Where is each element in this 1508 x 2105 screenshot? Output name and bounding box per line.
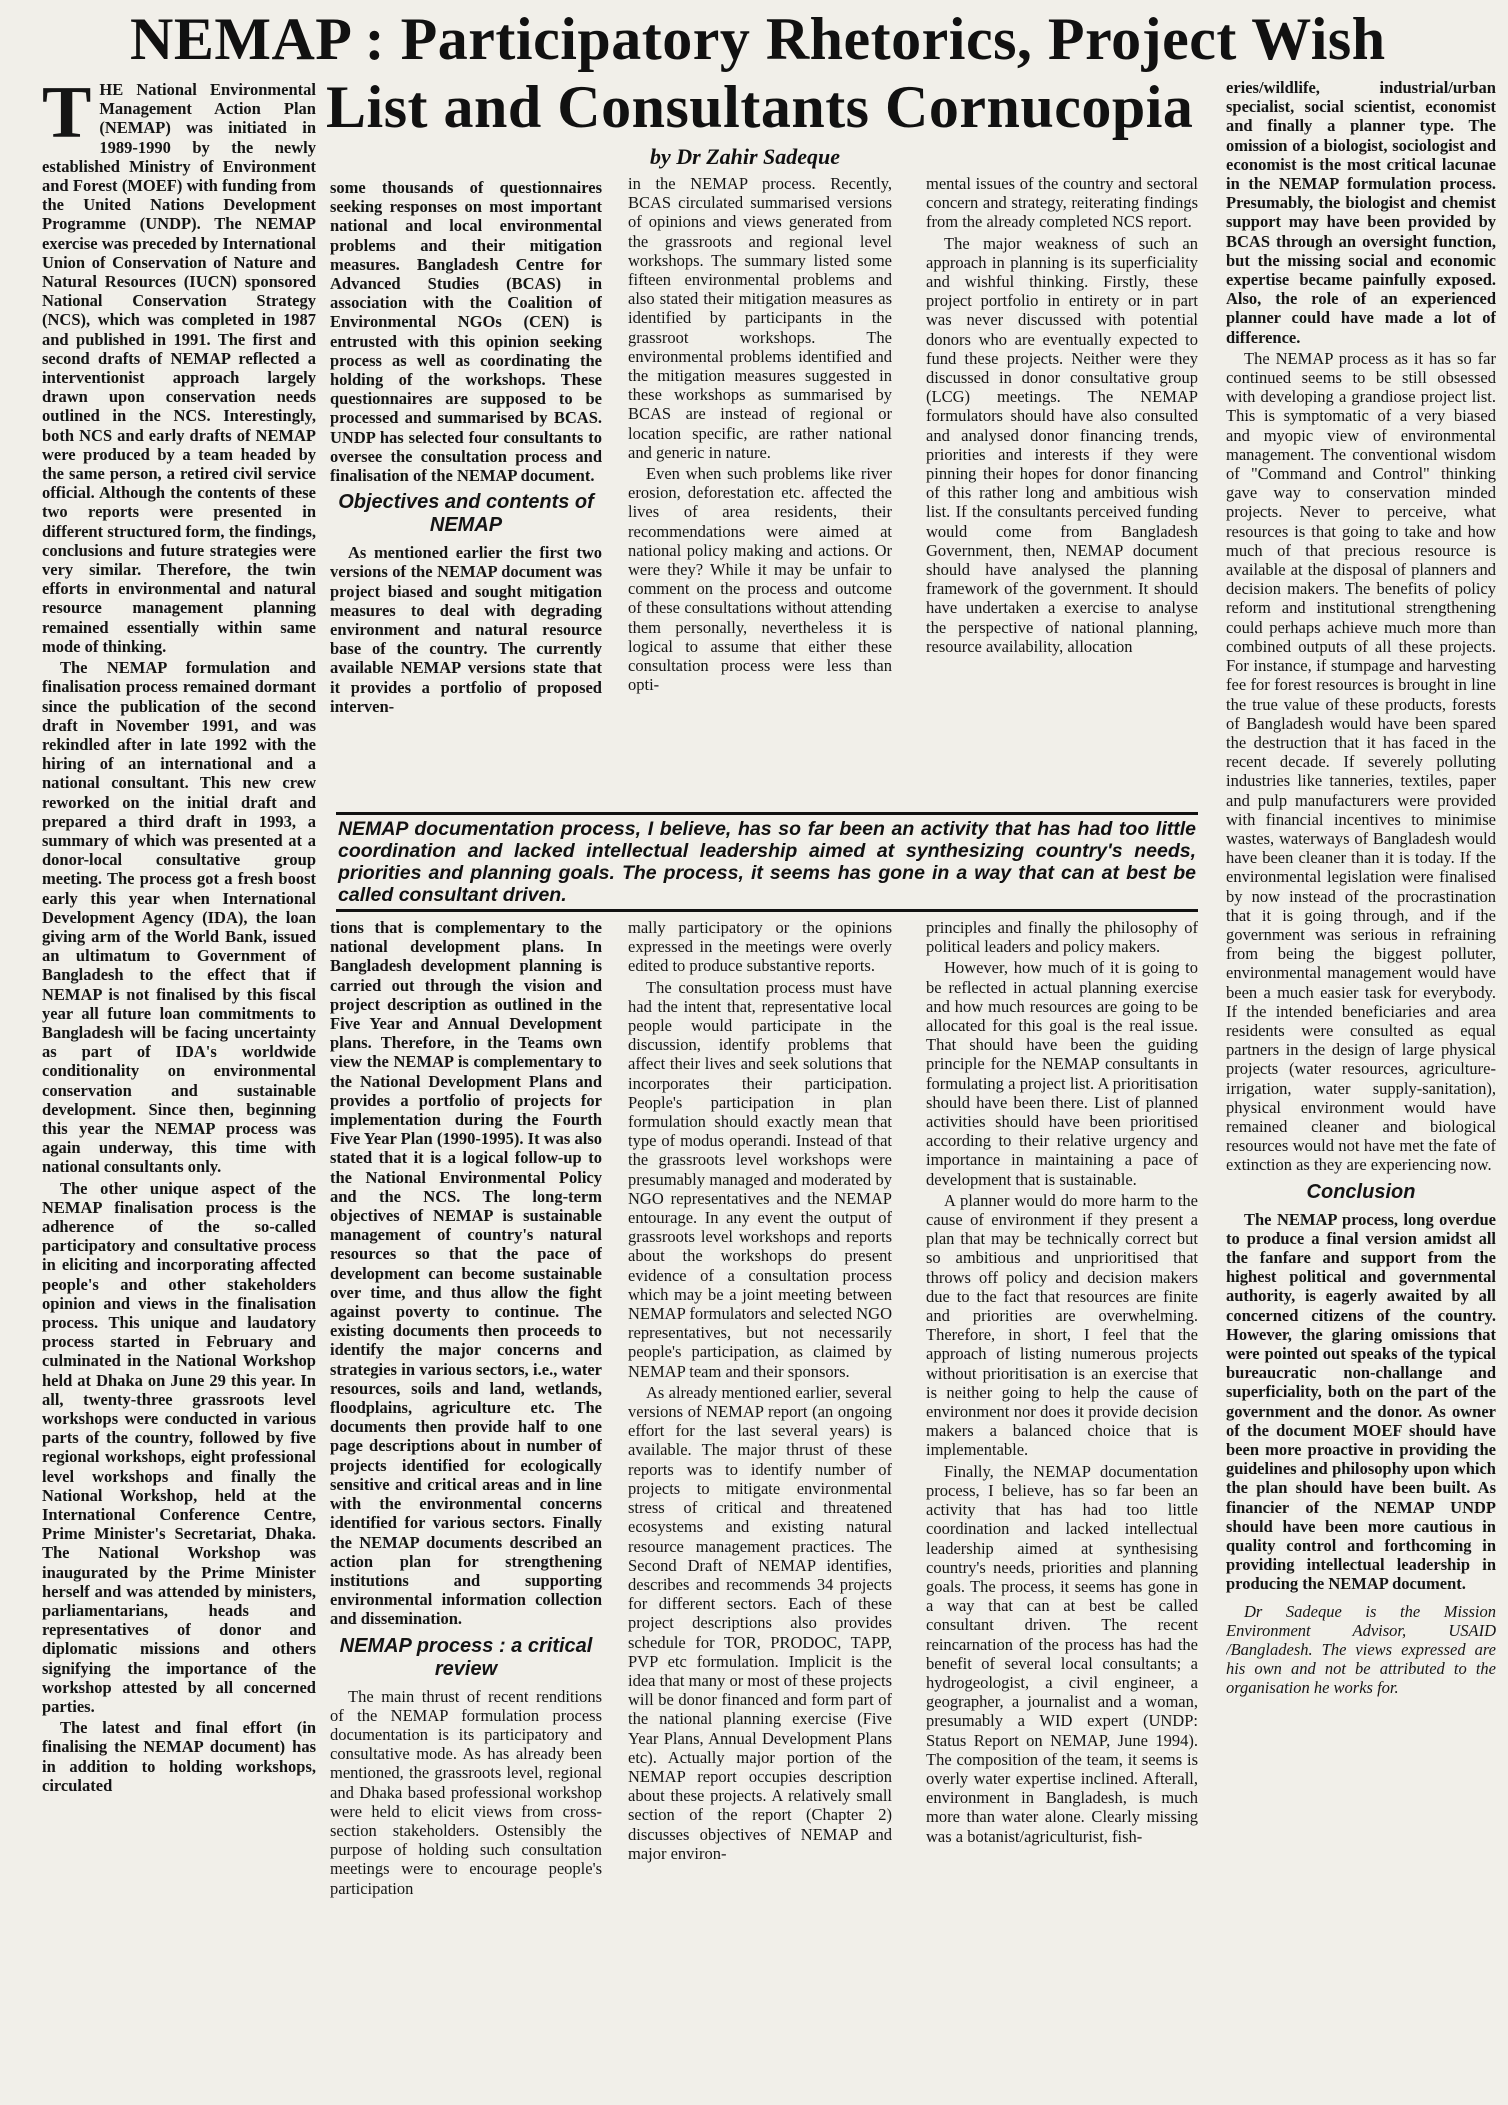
column-2-top [330, 178, 602, 790]
paragraph: tions that is complementary to the national development plans. In Bangladesh development planning is carried out through the vision and project description as outlined in the Five Year and Annual Development plans. Therefore, in the Teams own view the NEMAP is complementary to the National Development Plans and provides a portfolio of projects for implementation during the Fourth Five Year Plan (1990-1995). It was also stated that it is a logical follow-up to the National Environmental Policy and the NCS. The long-term objectives of NEMAP is sustainable management of country's natural resources so that the pace of development can become sustainable over time, and thus allow the fight against poverty to continue. The existing documents then proceeds to identify the major concerns and strategies in various sectors, i.e., water resources, soils and land, wetlands, floodplains, agriculture etc. The documents then provide half to one page descriptions about in number of projects identified for ecologically sensitive and critical areas and in line with the environmental concerns identified for various sectors. Finally the NEMAP documents described an action plan for strengthening institutions and supporting environmental information collection and dissemination. [330, 918, 602, 1629]
paragraph: Even when such problems like river erosion, deforestation etc. affected the lives of area residents, their recommendations were aimed at national policy making and actions. Or were they? While it may be unfair to comment on the process and outcome of these consultations without attending them personally, nevertheless it is logical to assume that either these consultation process were less than opti- [628, 464, 892, 695]
paragraph: A planner would do more harm to the cause of environment if they present a plan that may be technically correct but so ambitious and unprioritised that throws off policy and decision makers due to the fact that resources are finite and priorities are overwhelming. Therefore, in short, I feel that the approach of listing numerous projects without prioritisation is an exercise that is neither going to help the cause of environment nor does it provide decision makers a balanced choice that is implementable. [926, 1190, 1198, 1460]
column-4-bottom [926, 918, 1198, 2098]
paragraph: The NEMAP formulation and finalisation process remained dormant since the publication of the second draft in November 1991, and was rekindled after in late 1992 with the hiring of an international and a national consultant. This new crew reworked on the initial draft and prepared a third draft in 1993, a summary of which was presented at a donor-local consultative group meeting. The process got a fresh boost early this year when International Development Agency (IDA), the loan giving arm of the World Bank, issued an ultimatum to Government of Bangladesh to the effect that if NEMAP is not finalised by this fiscal year all future loan commitments to Bangladesh will be facing uncertainty as part of IDA's worldwide conditionality on environmental conservation and sustainable development. Since then, beginning this year the NEMAP process was again underway, this time with national consultants only. [42, 658, 316, 1177]
drop-cap: T [42, 80, 92, 154]
paragraph: eries/wildlife, industrial/urban specialist, social scientist, economist and finally a planner type. The omission of a biologist, sociologist and economist is the most critical lacunae in the NEMAP formulation process. Presumably, the biologist and chemist support may have been provided by BCAS through an oversight function, but the missing social and economic expertise became painfully exposed. Also, the role of an experienced planner could have made a lot of difference. [1226, 78, 1496, 347]
paragraph: The major weakness of such an approach in planning is its superficiality and wishful thinking. Firstly, these project portfolio in entirety or in part was never discussed with potential donors who are eventually expected to fund these projects. Neither were they discussed in donor consultative group (LCG) meetings. The NEMAP formulators should have also consulted and analysed donor financing trends, priorities and interests if they were pinning their hopes for donor financing of this rather long and ambitious wish list. If the consultants perceived funding would come from Bangladesh Government, then, NEMAP document should have analysed the planning framework of the government. It should have undertaken a exercise to analyse the perspective of national planning, resource availability, allocation [926, 233, 1198, 656]
paragraph: However, how much of it is going to be reflected in actual planning exercise and how much resources are going to be allocated for this goal is the real issue. That should have been the guiding principle for the NEMAP consultants in formulating a project list. A prioritisation should have been there. List of planned activities should have been prioritised according to their relative urgency and importance in maintaining a pace of development that is sustainable. [926, 958, 1198, 1189]
column-2-bottom [330, 918, 602, 2098]
paragraph: The consultation process must have had the intent that, representative local people would participate in the discussion, identify problems that affect their lives and seek solutions that incorporates their participation. People's participation in plan formulation should exactly mean that type of modus operandi. Instead of that the grassroots level workshops were presumably managed and moderated by NGO representatives and the NEMAP entourage. In any event the output of grassroots level workshops and reports about the workshops do present evidence of a consultation process which may be a joint meeting between NEMAP formulators and selected NGO representatives, but not necessarily people's participation, as claimed by NEMAP team and their sponsors. [628, 977, 892, 1381]
headline-line-2: List and Consultants Cornucopia [326, 74, 1194, 140]
paragraph: mental issues of the country and sectoral concern and strategy, reiterating findings from the already completed NCS report. [926, 174, 1198, 232]
byline: by Dr Zahir Sadeque [650, 144, 841, 169]
paragraph: As already mentioned earlier, several versions of NEMAP report (an ongoing effort for the last several years) is available. The major thrust of these reports was to identify number of projects to mitigate environmental stress of critical and threatened ecosystems and existing natural resource management practices. The Second Draft of NEMAP identifies, describes and recommends 34 projects for different sectors. Each of these project descriptions also provides schedule for TOR, PRODOC, TAPP, PVP etc formulation. Implicit is the idea that many or most of these projects will be donor financed and form part of the national planning exercise (Five Year Plans, Annual Development Plans etc). Actually major portion of the NEMAP report occupies description about these projects. A relatively small section of the report (Chapter 2) discusses objectives of NEMAP and major environ- [628, 1382, 892, 1863]
column-5 [1226, 78, 1496, 2098]
subhead-conclusion: Conclusion [1306, 1180, 1416, 1203]
paragraph: mally participatory or the opinions expressed in the meetings were overly edited to produce substantive reports. [628, 918, 892, 976]
paragraph: The NEMAP process as it has so far continued seems to be still obsessed with developing a grandiose project list. This is symptomatic of a very biased and myopic view of environmental management. The conventional wisdom of "Command and Control" thinking gave way to conservation minded projects. Never to perceive, what resources is that going to take and how much of that precious resource is available at the disposal of planners and decision makers. The benefits of policy reform and institutional strengthening could perhaps achieve much more than combined outputs of all these projects. For instance, if stumpage and harvesting fee for forest resources is brought in line the true value of these products, forests of Bangladesh would have been spared the destruction that it has faced in the recent decade. If severely polluting industries like tanneries, textiles, paper and pulp manufacturers were provided with financial incentives to minimise wastes, waterways of Bangladesh would have been cleaner than it is today. If the environmental legislation were finalised by now instead of the procrastination that it is going through, and if the government was serious in refraining from being the biggest polluter, environmental management would have been a much easier task for everybody. If the intended beneficiaries and area residents were consulted as equal partners in the design of large physical projects (water resources, agriculture-irrigation, water supply-sanitation), physical environment would have remained cleaner and biological resources would not have met the fate of extinction as they are experiencing now. [1226, 348, 1496, 1175]
column-1 [42, 80, 316, 2100]
paragraph: The main thrust of recent renditions of the NEMAP formulation process documentation is its participatory and consultative mode. As has already been mentioned, the grassroots level, regional and Dhaka based professional workshop were held to elicit views from cross-section stakeholders. Ostensibly the purpose of holding such consultation meetings were to encourage people's participation [330, 1686, 602, 1898]
paragraph: Finally, the NEMAP documentation process, I believe, has so far been an activity that has had too little coordination and lacked intellectual leadership aimed at synthesising country's needs, priorities and planning goals. The process, it seems has gone in a way that can at best be called consultant driven. The recent reincarnation of the process has had the benefit of several local consultants; a hydrogeologist, a civil engineer, a geographer, a journalist and a woman, presumably a WID expert (UNDP: Status Report on NEMAP, June 1994). The composition of the team, it seems is overly water expertise inclined. Afterall, environment in Bangladesh, is much more than water alone. Clearly missing was a botanist/agriculturist, fish- [926, 1461, 1198, 1846]
paragraph: The latest and final effort (in finalising the NEMAP document) has in addition to holding workshops, circulated [42, 1718, 316, 1795]
author-credit [1226, 1602, 1496, 1698]
paragraph: some thousands of questionnaires seeking responses on most important national and local environmental problems and their mitigation measures. Bangladesh Centre for Advanced Studies (BCAS) in association with the Coalition of Environmental NGOs (CEN) is entrusted with this opinion seeking process as well as coordinating the holding of the workshops. These questionnaires are supposed to be processed and summarised by BCAS. UNDP has selected four consultants to oversee the consultation process and finalisation of the NEMAP document. [330, 178, 602, 486]
headline-line-1: NEMAP : Participatory Rhetorics, Project Wish [130, 6, 1386, 72]
column-3-bottom [628, 918, 892, 2098]
paragraph: in the NEMAP process. Recently, BCAS circulated summarised versions of opinions and views generated from the grassroots and regional level workshops. The summary listed some fifteen environmental problems and also stated their mitigation measures as identified by participants in the grassroot workshops. The environmental problems identified and the mitigation measures suggested in these workshops as summarised by BCAS are instead of regional or location specific, are rather national and generic in nature. [628, 174, 892, 462]
paragraph: principles and finally the philosophy of political leaders and policy makers. [926, 918, 1198, 957]
paragraph: The NEMAP process, long overdue to produce a final version amidst all the fanfare and support from the highest political and governmental authority, is eagerly awaited by all concerned citizens of the country. However, the glaring omissions that were pointed out speaks of the typical bureaucratic non-challange and superficiality, both on the part of the government and the donor. As owner of the document MOEF should have been more proactive in providing the guidelines and philosophy upon which the plan should have been built. As financier of the NEMAP UNDP should have been more cautious in quality control and forthcoming in providing intellectual leadership in producing the NEMAP document. [1226, 1209, 1496, 1594]
column-3-top [628, 174, 892, 804]
column-4-top [926, 174, 1198, 804]
credit-text: Dr Sadeque is the Mission Environment Advisor, USAID /Bangladesh. The views expressed are his own and not be attributed to the organisation he works for. [1226, 1601, 1496, 1698]
paragraph: As mentioned earlier the first two versions of the NEMAP document was project biased and sought mitigation measures to deal with degrading environment and natural resource base of the country. The currently available NEMAP versions state that it provides a portfolio of proposed interven- [330, 543, 602, 716]
paragraph: HE National Environmental Management Action Plan (NEMAP) was initiated in 1989-1990 by the newly established Ministry of Environment and Forest (MOEF) with funding from the United Nations Development Programme (UNDP). The NEMAP exercise was preceded by International Union of Conservation of Nature and Natural Resources (IUCN) sponsored National Conservation Strategy (NCS), which was completed in 1987 and published in 1991. The first and second drafts of NEMAP reflected a interventionist approach largely drawn upon conservation needs outlined in the NCS. Interestingly, both NCS and early drafts of NEMAP were produced by a team headed by the same person, a retired civil service official. Although the contents of these two reports were presented in different structured form, the findings, conclusions and future strategies were very similar. Therefore, the twin efforts in environmental and natural resource management planning remained essentially within same mode of thinking. [42, 80, 316, 656]
subhead-objectives: Objectives and contents of NEMAP [338, 491, 594, 537]
subhead-critical-review: NEMAP process : a critical review [339, 1634, 593, 1680]
pull-quote: NEMAP documentation process, I believe, has so far been an activity that has had too little coordination and lacked intellectual leadership aimed at synthesizing country's needs, priorities and planning goals. The process, it seems has gone in a way that can at best be called consultant driven. [336, 812, 1198, 912]
paragraph: The other unique aspect of the NEMAP finalisation process is the adherence of the so-called participatory and consultative process in eliciting and incorporating affected people's and other stakeholders opinion and views in the finalisation process. This unique and laudatory process started in February and culminated in the National Workshop held at Dhaka on June 29 this year. In all, twenty-three grassroots level workshops were conducted in various parts of the country, followed by five regional workshops, eight professional level workshops and finally the National Workshop, held at the International Conference Centre, Prime Minister's Secretariat, Dhaka. The National Workshop was inaugurated by the Prime Minister herself and was attended by ministers, parliamentarians, heads and representatives of donor and diplomatic missions and others signifying the importance of the workshop attested by all concerned parties. [42, 1178, 316, 1717]
